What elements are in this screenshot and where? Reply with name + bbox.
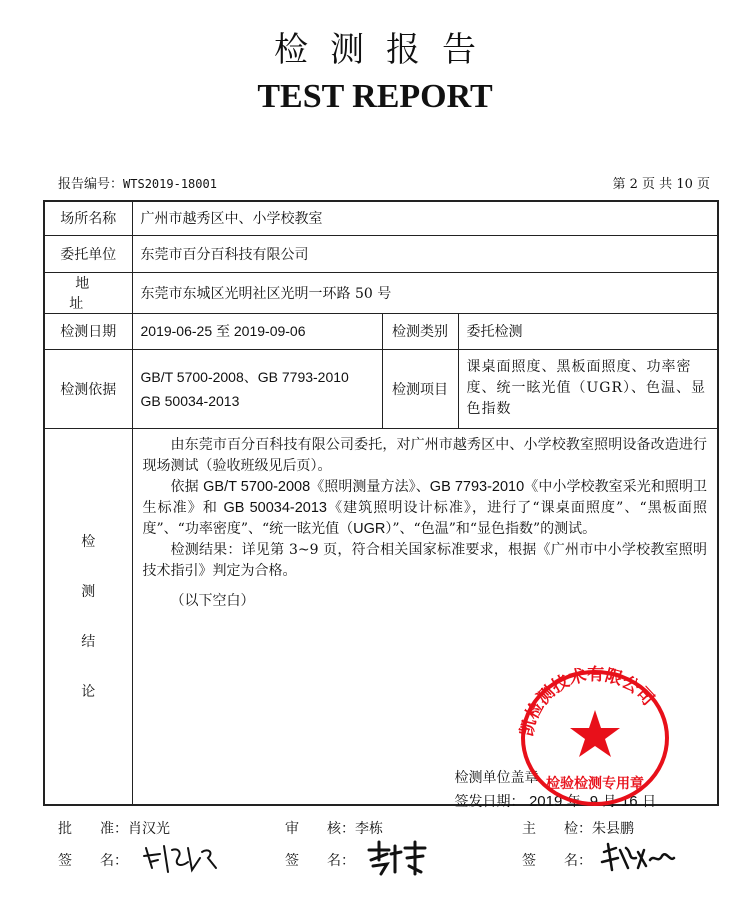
unit-seal-label: 检测单位盖章 xyxy=(454,769,539,786)
client-label: 委托单位 xyxy=(44,235,132,272)
report-number-label: 报告编号： xyxy=(58,177,124,192)
category-value: 委托检测 xyxy=(458,313,718,349)
inspect-label: 主 检： xyxy=(522,821,592,837)
address-value: 东莞市东城区光明社区光明一环路 50 号 xyxy=(132,272,718,313)
report-number xyxy=(58,173,217,192)
approve-sign-label: 签 名： xyxy=(58,853,128,869)
client-value: 东莞市百分百科技有限公司 xyxy=(132,235,718,272)
issue-date: 签发日期： 2019 年 9 月 16 日 xyxy=(454,792,657,810)
approve-row xyxy=(58,818,170,838)
conclusion-label-char: 结 xyxy=(81,634,96,651)
date-label: 检测日期 xyxy=(44,313,132,349)
approve-name: 肖汉光 xyxy=(128,821,170,837)
review-label: 审 核： xyxy=(285,821,355,837)
conclusion-label xyxy=(44,428,132,805)
address-label: 地 址 xyxy=(44,272,132,313)
page-info: 第 2 页 共 10 页 xyxy=(612,177,710,192)
report-number-value: WTS2019-18001 xyxy=(123,177,217,191)
basis-label: 检测依据 xyxy=(44,349,132,428)
issue-date-year: 2019 xyxy=(528,792,563,810)
review-signature xyxy=(365,838,435,878)
official-seal xyxy=(510,658,680,808)
items-label: 检测项目 xyxy=(382,349,458,428)
basis-value xyxy=(132,349,382,428)
basis-line-1: GB/T 5700-2008、GB 7793-2010 xyxy=(140,368,349,385)
seal-bottom-text: 检验检测专用章 xyxy=(546,776,644,792)
seal-arc-text: 凯检测技术有限公司 xyxy=(517,664,658,739)
approve-signature xyxy=(138,838,228,878)
inspect-sign-label: 签 名： xyxy=(522,853,592,869)
site-label: 场所名称 xyxy=(44,201,132,235)
conclusion-para-1: 由东莞市百分百科技有限公司委托，对广州市越秀区中、小学校教室照明设备改造进行现场测试（验收班级见后页）。 xyxy=(142,436,707,474)
conclusion-label-char: 检 xyxy=(81,534,96,551)
review-row xyxy=(285,818,383,838)
seal-star-icon xyxy=(570,710,620,757)
report-title-cn: 检测报告 xyxy=(274,30,498,70)
conclusion-label-char: 测 xyxy=(81,584,96,601)
items-value: 课桌面照度、黑板面照度、功率密度、统一眩光值（UGR）、色温、显色指数 xyxy=(458,349,718,428)
category-label: 检测类别 xyxy=(382,313,458,349)
issue-date-month: 9 xyxy=(589,792,599,810)
inspect-signature xyxy=(598,838,678,878)
report-title-en: TEST REPORT xyxy=(257,78,493,115)
inspect-name: 朱县鹏 xyxy=(592,821,634,837)
date-value: 2019-06-25 至 2019-09-06 xyxy=(132,313,382,349)
issue-date-day: 16 xyxy=(620,792,638,810)
inspect-row xyxy=(522,818,634,838)
conclusion-para-3: 检测结果：详见第 3~9 页，符合相关国家标准要求，根据《广州市中小学校教室照明技术指引》判定为合格。 xyxy=(142,541,707,579)
conclusion-para-2: 依据 GB/T 5700-2008《照明测量方法》、GB 7793-2010《中小学校教室采光和照明卫生标准》和 GB 50034-2013《建筑照明设计标准》，进行了“课桌面照度”、“黑板面照度”、“功率密度”、“统一眩光值（UGR）”、“色温”和“显色指数”的测试。 xyxy=(142,478,708,537)
approve-label: 批 准： xyxy=(58,821,128,837)
conclusion-label-char: 论 xyxy=(81,684,96,701)
site-value: 广州市越秀区中、小学校教室 xyxy=(132,201,718,235)
issue-date-label: 签发日期： xyxy=(454,793,525,810)
review-sign-label: 签 名： xyxy=(285,853,355,869)
blank-note: （以下空白） xyxy=(170,592,255,609)
basis-line-2: GB 50034-2013 xyxy=(140,392,240,409)
review-name: 李栋 xyxy=(355,821,383,837)
